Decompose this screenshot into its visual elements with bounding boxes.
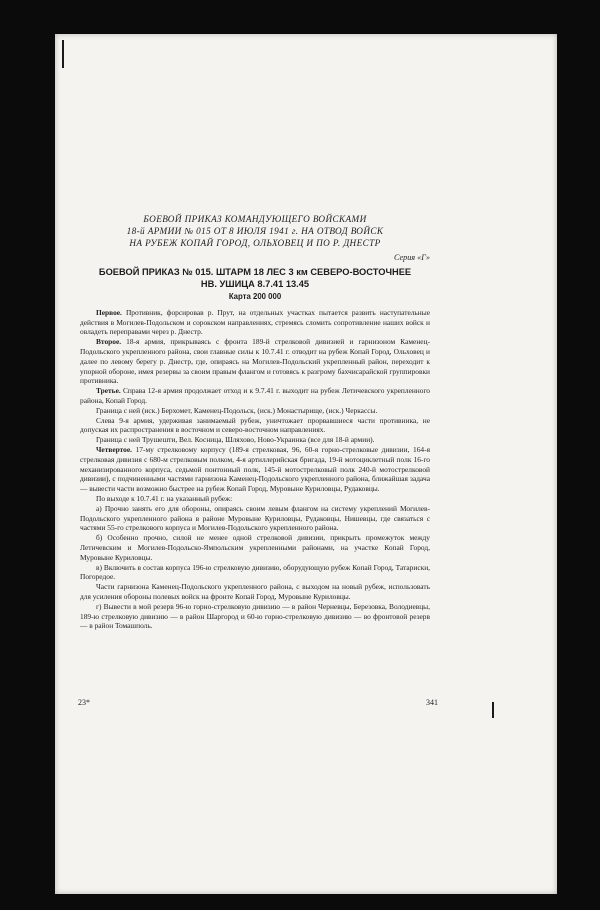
heading-line: НВ. УШИЦА 8.7.41 13.45 bbox=[200, 278, 310, 289]
order-heading bbox=[80, 267, 430, 290]
page-number: 341 bbox=[426, 698, 438, 707]
paragraph-lead: Второе. bbox=[96, 337, 122, 347]
title-line: НА РУБЕЖ КОПАЙ ГОРОД, ОЛЬХОВЕЦ И ПО Р. ДНЕСТР bbox=[129, 237, 381, 248]
paragraph-text: Справа 12-я армия продолжает отход и к 9.7.41 г. выходит на рубеж Летичевского укрепленного района, Копай Город. bbox=[80, 386, 430, 405]
scan-edge-mark bbox=[492, 702, 494, 718]
title-line: БОЕВОЙ ПРИКАЗ КОМАНДУЮЩЕГО ВОЙСКАМИ bbox=[143, 214, 367, 224]
heading-line: БОЕВОЙ ПРИКАЗ № 015. ШТАРМ 18 ЛЕС 3 км СЕВЕРО-ВОСТОЧНЕЕ bbox=[98, 267, 412, 278]
paragraph-text: в) Включить в состав корпуса 196-ю стрелковую дивизию, оборудующую рубеж Копай Город, Татариски, Погоредое. bbox=[80, 562, 430, 582]
paragraph-text: По выходе к 10.7.41 г. на указанный рубеж: bbox=[96, 493, 233, 503]
paragraph bbox=[80, 406, 430, 416]
paragraph bbox=[80, 494, 430, 504]
paragraph-text: Части гарнизона Каменец-Подольского укрепленного района, с выходом на новый рубеж, использовать для усиления обороны полевых войск на фронте Копай Город, Муровыне Куриловцы. bbox=[80, 582, 430, 601]
paragraph-lead: Четвертое. bbox=[96, 444, 132, 454]
paragraph bbox=[80, 533, 430, 562]
signature-mark: 23* bbox=[78, 698, 90, 707]
document-body bbox=[80, 308, 430, 631]
paragraph-text: а) Прочно занять его для обороны, опираясь своим левым флангом на систему укреплений Могилев-Подольского укрепленного района в районе Муровыне Куриловцы, Рудаковцы, Нишевцы, где связаться с частями 55-го стрелкового корпуса и Могилев-Подольского укрепленного района. bbox=[80, 503, 430, 533]
paragraph-text: Противник, форсировав р. Прут, на отдельных участках пытается развить наступательные действия в Могилев-Подольском и сорокском направлениях, стремясь сломить сопротивление наших войск и овладеть переправами через р. Днестр. bbox=[80, 307, 430, 337]
paragraph bbox=[80, 386, 430, 406]
paragraph-text: г) Вывести в мой резерв 96-ю горно-стрелковую дивизию — в район Черневцы, Березовка, Володиевцы, 189-ю стрелковую дивизию — в район Шаргород и 60-ю горно-стрелковую дивизию — во фронтовой резерв — в район Томашполь. bbox=[80, 601, 430, 631]
paragraph bbox=[80, 582, 430, 602]
document-content bbox=[80, 214, 430, 631]
paragraph bbox=[80, 416, 430, 436]
paragraph-text: Граница с ней Трушешти, Вел. Косница, Шляхово, Ново-Украинка (все для 18-й армии). bbox=[96, 435, 375, 445]
series-label: Серия «Г» bbox=[393, 253, 430, 263]
paragraph-text: Слева 9-я армия, удерживая занимаемый рубеж, уничтожает прорвавшиеся части противника, не допуская их распространения в восточном и северо-восточном направлениях. bbox=[80, 415, 430, 435]
paragraph-text: Граница с ней (иск.) Берхомет, Каменец-Подольск, (иск.) Монастырище, (иск.) Черкассы. bbox=[96, 405, 378, 415]
page-footer bbox=[78, 698, 438, 707]
paragraph bbox=[80, 337, 430, 386]
document-title bbox=[80, 214, 430, 249]
paragraph bbox=[80, 308, 430, 337]
paragraph bbox=[80, 445, 430, 494]
paragraph bbox=[80, 602, 430, 631]
paragraph bbox=[80, 563, 430, 583]
paragraph-text: 18-я армия, прикрываясь с фронта 189-й стрелковой дивизией и гарнизоном Каменец-Подольского укрепленного района, свои главные силы к 10.7.41 г. отводит на рубеж Копай Город, Ольховец и далее по левому берегу р. Днестр, где, опираясь на Могилев-Подольский укрепленный район, переходит к упорной обороне, имея резервы за своим правым флангом и готовясь к разгрому бахчисарайской группировки противника. bbox=[80, 337, 430, 386]
paragraph-lead: Третье. bbox=[96, 386, 121, 396]
scan-edge-mark bbox=[62, 40, 64, 68]
paragraph-text: б) Особенно прочно, силой не менее одной стрелковой дивизии, прикрыть промежуток между Летичевским и Могилев-Подольско-Ямпольским укрепленными районами, на участке Копай Город, Муровыне Куриловцы. bbox=[80, 533, 430, 562]
paragraph-text: 17-му стрелковому корпусу (189-я стрелковая, 96, 60-я горно-стрелковые дивизии, 164-я стрелковая дивизия с 680-м стрелковым полком, 4-я артиллерийская бригада, 19-й мотоциклетный полк 16-го механизированного корпуса, седьмой понтонный полк, 145-й мотострелковый полк 240-й мотострелковой дивизии), с подчиненными частями гарнизона Каменец-Подольского укрепленного района, ближайшая задача — вывести части возможно быстрее на рубеж Копай Город, Муровыне Куриловцы, Рудаковцы. bbox=[80, 444, 430, 494]
paragraph bbox=[80, 504, 430, 533]
paragraph bbox=[80, 435, 430, 445]
title-line: 18-й АРМИИ № 015 ОТ 8 ИЮЛЯ 1941 г. НА ОТВОД ВОЙСК bbox=[126, 225, 384, 236]
paragraph-lead: Первое. bbox=[96, 307, 122, 317]
map-scale-note: Карта 200 000 bbox=[228, 292, 282, 301]
